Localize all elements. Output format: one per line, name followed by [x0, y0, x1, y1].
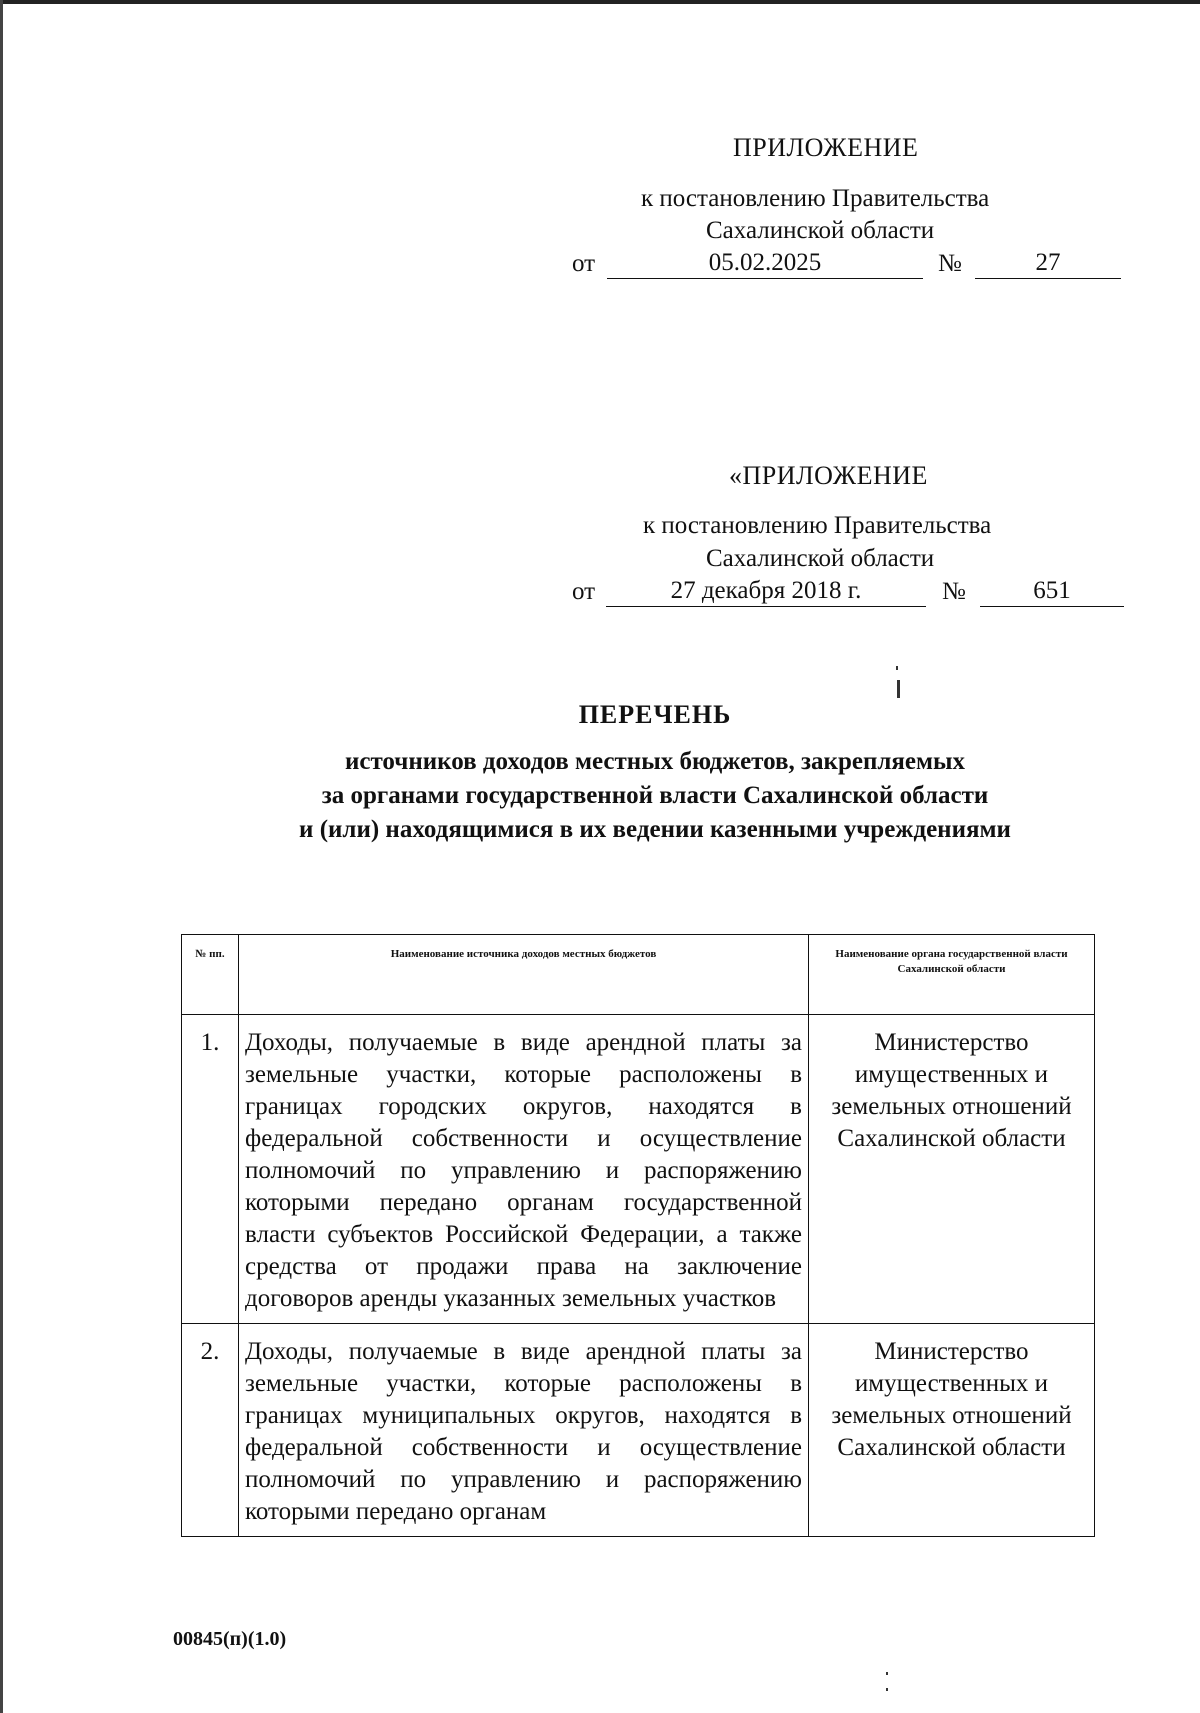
row-number: 1. — [182, 1015, 239, 1324]
document-subheading-line: за органами государственной власти Сахалинской области — [321, 782, 989, 809]
appendix-title: ПРИЛОЖЕНИЕ — [733, 133, 919, 162]
from-label: от — [572, 250, 596, 277]
scan-speck — [896, 666, 898, 670]
original-appendix-line: к постановлению Правительства — [643, 512, 992, 539]
income-source-name: Доходы, получаемые в виде арендной платы за земельные участки, которые расположены в границах муниципальных округов, находятся в федеральной собственности и осуществление полномочий по управлению и распоряжению которыми передано органам — [239, 1324, 809, 1537]
row-number: 2. — [182, 1324, 239, 1537]
original-appendix-title: «ПРИЛОЖЕНИЕ — [729, 461, 928, 490]
original-appendix-signature-row — [0, 576, 1200, 610]
original-appendix-number: 651 — [980, 576, 1124, 607]
authority-name: Министерство имущественных и земельных отношений Сахалинской области — [809, 1015, 1095, 1324]
document-subheading-line: источников доходов местных бюджетов, закрепляемых — [344, 748, 966, 775]
scan-speck — [886, 1672, 888, 1675]
income-source-name: Доходы, получаемые в виде арендной платы за земельные участки, которые расположены в границах городских округов, находятся в федеральной собственности и осуществление полномочий по управлению и распоряжению которыми передано органам государственной власти субъектов Российской Федерации, а также средства от продажи права на заключение договоров аренды указанных земельных участков — [239, 1015, 809, 1324]
appendix-signature-row — [0, 248, 1200, 282]
original-appendix-line: Сахалинской области — [706, 545, 935, 572]
number-label: № — [942, 578, 966, 605]
appendix-line: к постановлению Правительства — [641, 185, 990, 212]
authority-name: Министерство имущественных и земельных отношений Сахалинской области — [809, 1324, 1095, 1537]
header-num: № пп. — [182, 935, 239, 1015]
header-org: Наименование органа государственной власти Сахалинской области — [809, 935, 1095, 1015]
income-sources-table — [181, 934, 1095, 1537]
page-edge — [0, 0, 1200, 4]
document-subheading-line: и (или) находящимися в их ведении казенными учреждениями — [299, 816, 1011, 843]
scan-speck — [897, 680, 900, 698]
document-heading: ПЕРЕЧЕНЬ — [578, 700, 732, 729]
scan-speck — [886, 1688, 888, 1691]
table-row — [182, 1324, 1095, 1537]
number-label: № — [938, 250, 962, 277]
header-name: Наименование источника доходов местных бюджетов — [239, 935, 809, 1015]
appendix-date: 05.02.2025 — [607, 248, 923, 279]
appendix-line: Сахалинской области — [706, 217, 935, 244]
document-code: 00845(п)(1.0) — [173, 1628, 287, 1650]
from-label: от — [572, 578, 596, 605]
appendix-number: 27 — [975, 248, 1121, 279]
original-appendix-date: 27 декабря 2018 г. — [606, 576, 926, 607]
table-header-row — [182, 935, 1095, 1015]
table-row — [182, 1015, 1095, 1324]
